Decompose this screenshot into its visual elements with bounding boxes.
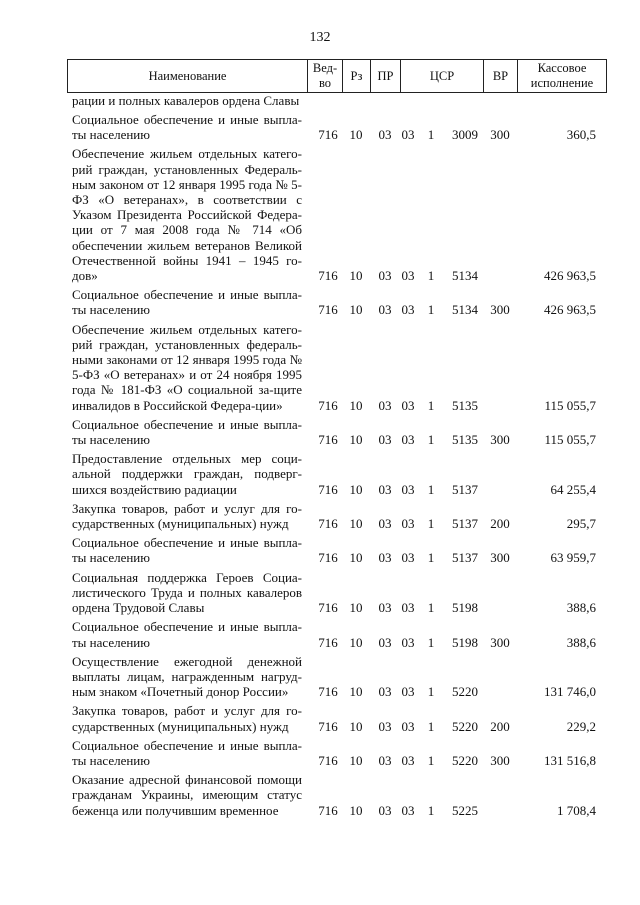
row-vr: 300 (490, 302, 510, 318)
row-ved: 716 (318, 752, 338, 768)
row-ved: 716 (318, 127, 338, 143)
row-pr: 03 (378, 718, 392, 734)
row-csr2: 1 (427, 127, 435, 143)
row-pr: 03 (378, 802, 392, 818)
row-csr1: 03 (401, 802, 415, 818)
row-rz: 10 (349, 752, 363, 768)
row-csr3: 5198 (452, 634, 478, 650)
row-sum: 426 963,5 (544, 268, 596, 284)
row-pr: 03 (378, 752, 392, 768)
row-name: Социальное обеспечение и иные выпла-ты населению (72, 535, 302, 566)
row-csr3: 5220 (452, 718, 478, 734)
row-csr3: 5134 (452, 268, 478, 284)
row-csr3: 5137 (452, 516, 478, 532)
row-pr: 03 (378, 127, 392, 143)
row-ved: 716 (318, 718, 338, 734)
row-csr1: 03 (401, 600, 415, 616)
row-name: Социальное обеспечение и иные выпла-ты населению (72, 619, 302, 650)
row-csr2: 1 (427, 550, 435, 566)
row-vr: 200 (490, 718, 510, 734)
row-ved: 716 (318, 481, 338, 497)
row-rz: 10 (349, 718, 363, 734)
row-rz: 10 (349, 600, 363, 616)
row-csr2: 1 (427, 802, 435, 818)
row-pr: 03 (378, 634, 392, 650)
row-csr2: 1 (427, 516, 435, 532)
row-csr2: 1 (427, 600, 435, 616)
row-csr3: 5137 (452, 481, 478, 497)
header-name: Наименование (68, 60, 308, 92)
row-sum: 115 055,7 (544, 397, 596, 413)
table-rows (67, 112, 607, 818)
row-sum: 131 746,0 (544, 684, 596, 700)
row-csr1: 03 (401, 481, 415, 497)
row-csr2: 1 (427, 634, 435, 650)
row-csr1: 03 (401, 550, 415, 566)
table-row (67, 146, 607, 283)
row-csr1: 03 (401, 397, 415, 413)
row-sum: 1 708,4 (557, 802, 596, 818)
row-csr2: 1 (427, 302, 435, 318)
continuation-text: рации и полных кавалеров ордена Славы (72, 93, 300, 108)
row-vr: 300 (490, 127, 510, 143)
row-pr: 03 (378, 302, 392, 318)
row-csr3: 5225 (452, 802, 478, 818)
row-csr3: 5220 (452, 752, 478, 768)
header-csr: ЦСР (401, 60, 484, 92)
row-csr1: 03 (401, 516, 415, 532)
row-rz: 10 (349, 634, 363, 650)
table-row (67, 619, 607, 649)
row-pr: 03 (378, 600, 392, 616)
row-csr3: 5134 (452, 302, 478, 318)
row-sum: 229,2 (566, 718, 596, 734)
row-rz: 10 (349, 481, 363, 497)
row-rz: 10 (349, 684, 363, 700)
row-csr3: 3009 (452, 127, 478, 143)
header-pr: ПР (371, 60, 401, 92)
row-sum: 388,6 (566, 600, 596, 616)
row-sum: 64 255,4 (550, 481, 596, 497)
row-name: Социальное обеспечение и иные выпла-ты населению (72, 416, 302, 448)
row-rz: 10 (349, 302, 363, 318)
row-ved: 716 (318, 802, 338, 818)
row-name: Предоставление отдельных мер соци-альной поддержки граждан, подверг-шихся воздействию радиации (72, 451, 302, 497)
row-vr: 300 (490, 550, 510, 566)
row-csr3: 5135 (452, 432, 478, 448)
row-vr: 300 (490, 634, 510, 650)
row-name: Обеспечение жильем отдельных катего-рий граждан, установленных Федераль-ным законом от 12 января 1995 года № 5-ФЗ «О ветеранах», в соответствии с Указом Президента Российской Федера-ции от 7 мая 2008 года № 714 «Об обеспечении жильем ветеранов Великой Отечественной войны 1941 – 1945 го-дов» (72, 146, 302, 284)
row-ved: 716 (318, 268, 338, 284)
row-vr: 300 (490, 752, 510, 768)
header-sum: Кассовое исполнение (530, 61, 594, 90)
row-pr: 03 (378, 684, 392, 700)
row-sum: 63 959,7 (550, 550, 596, 566)
row-pr: 03 (378, 481, 392, 497)
row-csr3: 5198 (452, 600, 478, 616)
table-row (67, 112, 607, 142)
row-csr3: 5137 (452, 550, 478, 566)
row-pr: 03 (378, 516, 392, 532)
header-rz: Рз (343, 60, 371, 92)
row-ved: 716 (318, 600, 338, 616)
row-name: Оказание адресной финансовой помощи гражданам Украины, имеющим статус беженца или получившим временное (72, 772, 302, 818)
row-ved: 716 (318, 432, 338, 448)
row-csr1: 03 (401, 432, 415, 448)
row-sum: 131 516,8 (544, 752, 596, 768)
table-row (67, 703, 607, 733)
row-csr1: 03 (401, 268, 415, 284)
row-name: Социальное обеспечение и иные выпла-ты населению (72, 287, 302, 318)
page-number: 132 (309, 30, 331, 45)
row-sum: 388,6 (566, 634, 596, 650)
row-csr2: 1 (427, 718, 435, 734)
row-pr: 03 (378, 432, 392, 448)
row-pr: 03 (378, 397, 392, 413)
row-csr1: 03 (401, 752, 415, 768)
row-ved: 716 (318, 634, 338, 650)
row-rz: 10 (349, 516, 363, 532)
row-pr: 03 (378, 550, 392, 566)
row-csr2: 1 (427, 752, 435, 768)
row-csr1: 03 (401, 718, 415, 734)
row-name: Закупка товаров, работ и услуг для го-сударственных (муниципальных) нужд (72, 703, 302, 734)
table-row (67, 322, 607, 413)
row-sum: 115 055,7 (544, 432, 596, 448)
table-row (67, 451, 607, 497)
row-csr2: 1 (427, 432, 435, 448)
row-ved: 716 (318, 516, 338, 532)
row-rz: 10 (349, 432, 363, 448)
row-sum: 295,7 (566, 516, 596, 532)
row-rz: 10 (349, 397, 363, 413)
row-csr1: 03 (401, 634, 415, 650)
row-csr1: 03 (401, 302, 415, 318)
row-csr3: 5135 (452, 397, 478, 413)
table-row (67, 287, 607, 317)
table-row (67, 501, 607, 531)
row-vr: 200 (490, 516, 510, 532)
table-row (67, 772, 607, 818)
row-vr: 300 (490, 432, 510, 448)
row-sum: 426 963,5 (544, 302, 596, 318)
row-rz: 10 (349, 550, 363, 566)
row-ved: 716 (318, 397, 338, 413)
row-csr3: 5220 (452, 684, 478, 700)
header-ved: Вед- во (308, 60, 343, 92)
row-rz: 10 (349, 127, 363, 143)
row-name: Социальная поддержка Героев Социа-листического Труда и полных кавалеров ордена Трудовой Славы (72, 569, 302, 616)
row-csr1: 03 (401, 127, 415, 143)
table-row (67, 570, 607, 616)
row-name: Осуществление ежегодной денежной выплаты лицам, награжденным нагруд-ным знаком «Почетный донор России» (72, 653, 302, 700)
table-header (67, 59, 607, 93)
table-body (67, 93, 607, 818)
table-row (67, 738, 607, 768)
table-row (67, 654, 607, 700)
row-ved: 716 (318, 550, 338, 566)
row-csr2: 1 (427, 397, 435, 413)
header-vr: ВР (484, 60, 518, 92)
row-name: Обеспечение жильем отдельных катего-рий граждан, установленных федераль-ными законами от 12 января 1995 года № 5-ФЗ «О ветеранах» и от 24 ноября 1995 года № 181-ФЗ «О социальной за-щите инвалидов в Российской Федера-ции» (72, 321, 302, 413)
table-row (67, 535, 607, 565)
row-csr2: 1 (427, 481, 435, 497)
row-pr: 03 (378, 268, 392, 284)
row-ved: 716 (318, 302, 338, 318)
row-sum: 360,5 (566, 127, 596, 143)
row-csr2: 1 (427, 684, 435, 700)
row-rz: 10 (349, 802, 363, 818)
row-name: Социальное обеспечение и иные выпла-ты населению (72, 737, 302, 768)
row-name: Социальное обеспечение и иные выпла-ты населению (72, 112, 302, 143)
row-name: Закупка товаров, работ и услуг для го-сударственных (муниципальных) нужд (72, 500, 302, 532)
continuation-row (67, 93, 607, 110)
table-row (67, 417, 607, 447)
row-csr2: 1 (427, 268, 435, 284)
row-rz: 10 (349, 268, 363, 284)
row-csr1: 03 (401, 684, 415, 700)
row-ved: 716 (318, 684, 338, 700)
